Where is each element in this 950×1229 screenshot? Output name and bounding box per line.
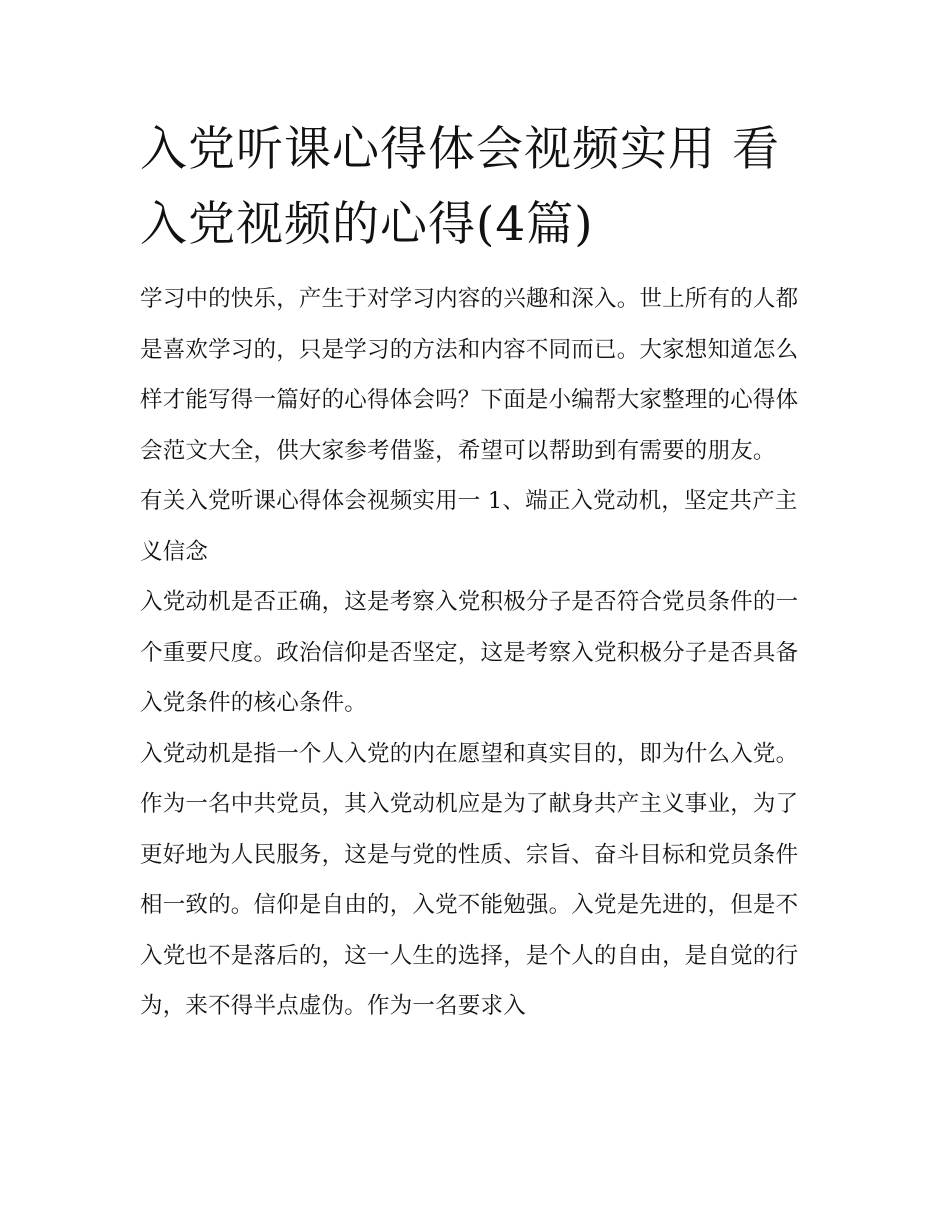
document-page	[140, 112, 812, 1032]
document-title: 入党听课心得体会视频实用 看入党视频的心得(4篇)	[140, 122, 780, 252]
section-heading-paragraph: 有关入党听课心得体会视频实用一 1、端正入党动机，坚定共产主义信念	[140, 488, 798, 565]
body-paragraph: 入党动机是指一个人入党的内在愿望和真实目的，即为什么入党。作为一名中共党员，其入党动机应是为了献身共产主义事业，为了更好地为人民服务，这是与党的性质、宗旨、奋斗目标和党员条件相一致的。信仰是自由的，入党不能勉强。入党是先进的，但是不入党也不是落后的，这一人生的选择，是个人的自由，是自觉的行为，来不得半点虚伪。作为一名要求入	[140, 740, 799, 1019]
intro-paragraph: 学习中的快乐，产生于对学习内容的兴趣和深入。世上所有的人都是喜欢学习的，只是学习的方法和内容不同而已。大家想知道怎么样才能写得一篇好的心得体会吗？下面是小编帮大家整理的心得体会范文大全，供大家参考借鉴，希望可以帮助到有需要的朋友。	[140, 286, 799, 464]
body-paragraph: 入党动机是否正确，这是考察入党积极分子是否符合党员条件的一个重要尺度。政治信仰是否坚定，这是考察入党积极分子是否具备入党条件的核心条件。	[140, 589, 799, 716]
